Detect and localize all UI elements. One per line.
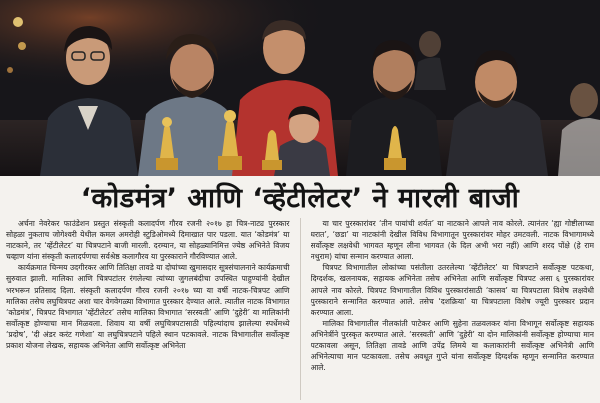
paragraph: चित्रपट विभागातील लोकांच्या पसंतीला उतरलेल्या ‘व्हेंटीलेटर’ या चित्रपटाने सर्वोत्कृष्ट पटकथा, दिग्दर्शक, खलनायक, सहायक अभिनेता तसेच अभिनेता आणि सर्वोत्कृष्ट चित्रपट असा ६ पुरस्कारांवर आपले नाव कोरले. चित्रपट विभागातील विविध पुरस्कारांसाठी ‘कासव’ या चित्रपटाला विशेष लक्षवेधी पुरस्काराने सन्मानित करण्यात आले. तसेच ‘दशक्रिया’ या चित्रपटाला विशेष ज्यूरी पुरस्कार प्रदान करण्यात आला. [310, 263, 594, 317]
headline-bar [0, 176, 600, 216]
paragraph: अर्चना नेवरेकर फाउंडेशन प्रस्तुत संस्कृती कलादर्पण गौरव रजनी २०१७ हा चित्र-नाट्य पुरस्कार सोहळा नुकताच जोगेश्वरी येथील कमल अमरोही स्टुडिओमध्ये दिमाखात पार पडला. यात ‘कोडमंत्र’ या नाटकाने, तर ‘व्हेंटीलेटर’ या चित्रपटाने बाजी मारली. दरम्यान, या सोहळ्यानिमित्त ज्येष्ठ अभिनेते विजय चव्हाण यांना संस्कृती कलादर्पणचा सर्वश्रेष्ठ कलागौरव या पुरस्काराने गौरविण्यात आले. [6, 219, 290, 262]
paragraph: या चार पुरस्कारांवर ‘तीन पायांची शर्यत’ या नाटकाने आपले नाव कोरले. त्यानंतर ‘ह्या गोष्टीलाच्या घरात’, ‘छडा’ या नाटकांनी देखील विविध विभागातून पुरस्कारांवर मोहर उमटवली. नाटक विभागामध्ये सर्वोत्कृष्ट लक्षवेधी भागवत म्हणून लीना भागवत (के दिल अभी भरा नहीं) आणि शरद पोंक्षे (हे राम नथुराम) यांचा सन्मान करण्यात आला. [310, 219, 594, 262]
headline: ‘कोडमंत्र’ आणि ‘व्हेंटीलेटर’ ने मारली बाजी [80, 182, 520, 214]
photo-illustration [0, 0, 600, 176]
stage-light [7, 67, 13, 73]
article-body [6, 218, 594, 400]
award-ceremony-photo [0, 0, 600, 176]
stage-light [18, 42, 26, 50]
column-divider [300, 218, 301, 400]
article-column-right [311, 218, 595, 400]
paragraph: कार्यक्रमात चिन्मय उदगीरकर आणि तितिक्षा तावडे या दोघांच्या खुमासदार सूत्रसंचालनाने कार्यक्रमाची सुरुवात झाली. मालिका आणि चित्रपटांतर रंगलेल्या त्यांच्या जुगलबंदीचा उपस्थित पाहुण्यांनी देखील भरभरून प्रतिसाद दिला. संस्कृती कलादर्पण गौरव रजनी २०१७ च्या या वर्षी नाटक-चित्रपट आणि मालिका तसेच लघुचित्रपट अशा चार वेगवेगळ्या विभागात पुरस्कार देण्यात आले. त्यातील नाटक विभागात ‘कोडमंत्र’, चित्रपट विभागात ‘व्हेंटीलेटर’ तसेच मालिका विभागात ‘सरस्वती’ आणि ‘दुहेरी’ या मालिकांनी सर्वोत्कृष्ट होण्याचा मान मिळवला. शिवाय या वर्षी लघुचित्रपटासाठी पहिल्यांदाच झालेल्या स्पर्धेमध्ये ‘प्रदोष’, ‘दी अंडर करंट गणेशा’ या लघुचित्रपटाने पहिले स्थान पटकावले. नाटक विभागातील सर्वोत्कृष्ट प्रकाश योजना लेखक, सहायक अभिनेता आणि सर्वोत्कृष्ट अभिनेता [6, 263, 290, 351]
article-column-left [6, 218, 290, 400]
paragraph: मालिका विभागातील नीलकांती पाटेकर आणि सुहेना तळवलकर यांना विभागून सर्वोत्कृष्ट सहायक अभिनेत्रींने पुरस्कृत करण्यात आले. ‘सरस्वती’ आणि ‘दुहेरी’ या दोन मालिकांनी सर्वोत्कृष्ट होण्याचा मान पटकावला असून, तितिक्षा तावडे आणि उपेंद्र लिमये या कलाकारांनी सर्वोत्कृष्ट अभिनेत्री आणि अभिनेत्याचा मान पटकावला. तसेच अवधूत गुप्ते यांना सर्वोत्कृष्ट दिग्दर्शक म्हणून सन्मानित करण्यात आले. [310, 318, 594, 373]
stage-light [13, 17, 23, 27]
